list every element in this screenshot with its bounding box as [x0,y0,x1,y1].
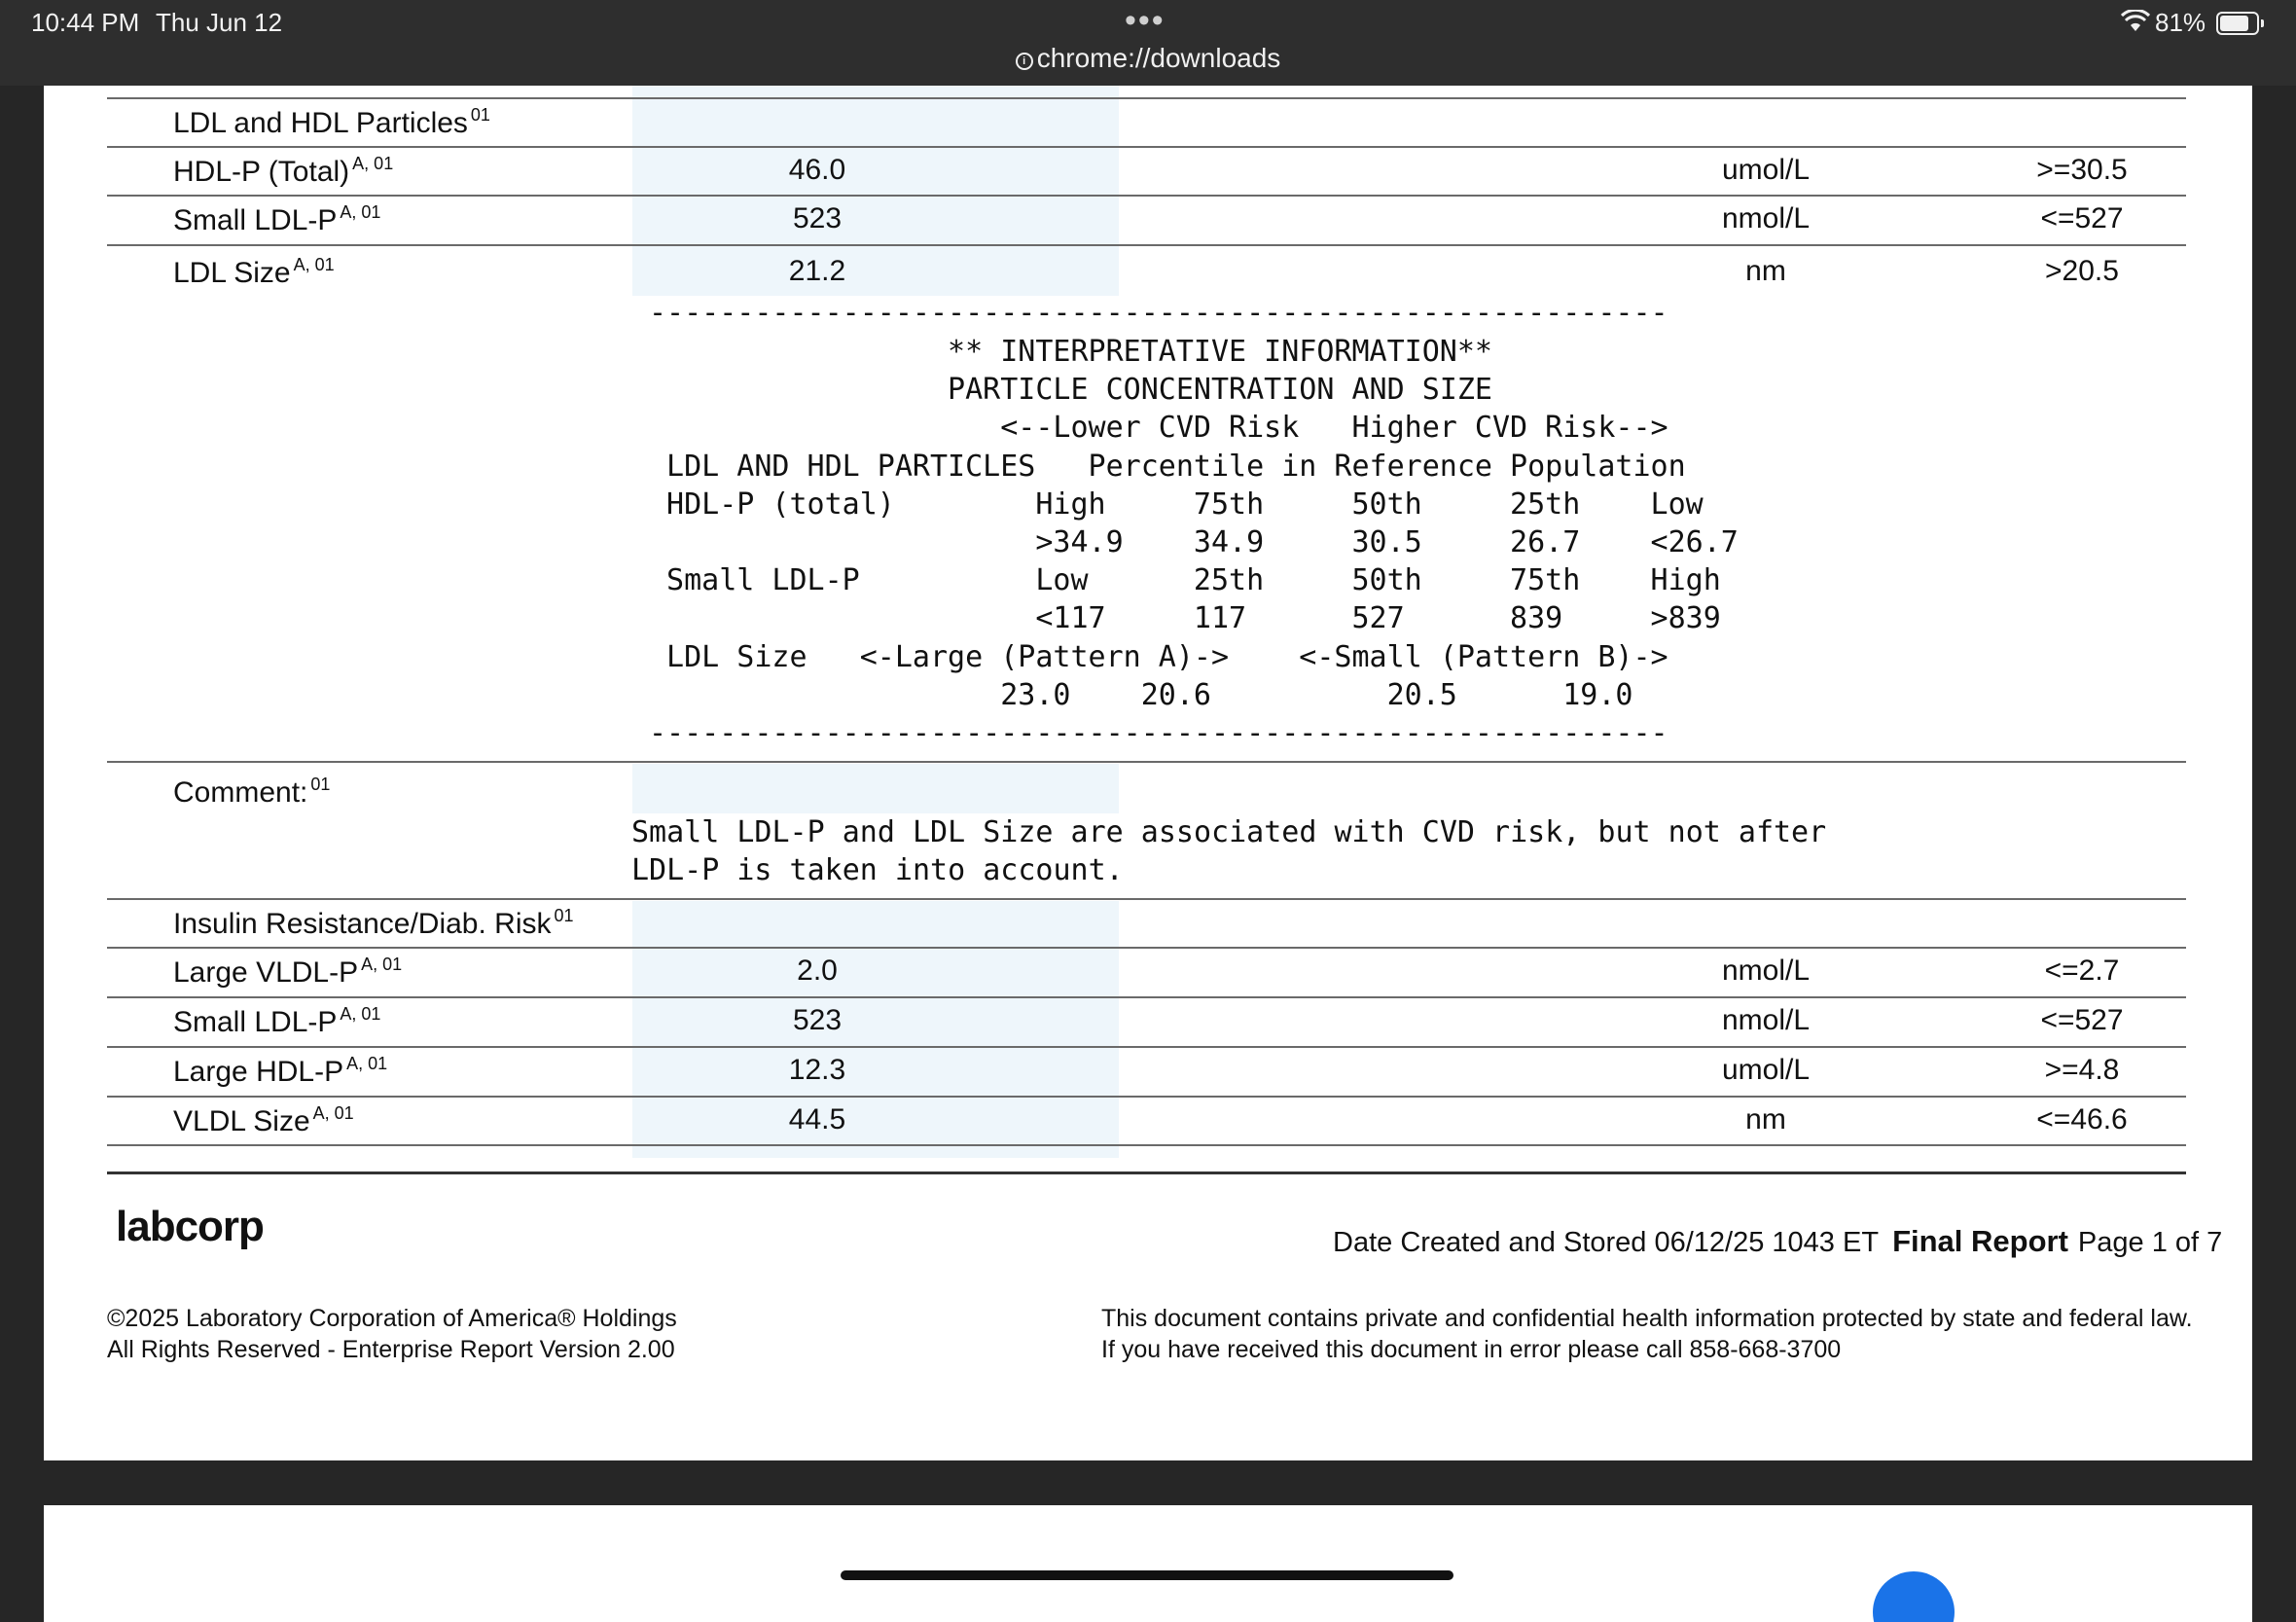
test-name: Large HDL-P $^{A, 01}$ [173,1054,388,1088]
test-units: nmol/L [1721,1004,1811,1036]
result-row [44,947,2252,993]
test-value: 46.0 [788,154,846,186]
test-value: 2.0 [797,955,838,987]
interpretive-line: HDL-P (total) High 75th 50th 25th Low [649,487,1704,522]
result-row [44,247,2252,294]
reference-range: <=527 [2040,1004,2124,1036]
result-row [44,195,2252,241]
reference-range: >20.5 [2045,255,2119,287]
interpretive-dashes-bottom: ---------------------------------------------------------- [649,716,1668,750]
test-units: nm [1745,1103,1786,1135]
clock-date: Thu Jun 12 [156,8,283,37]
info-icon[interactable]: i [1016,53,1033,70]
clock-time: 10:44 PM [31,8,140,37]
interpretive-line: 23.0 20.6 20.5 19.0 [649,678,1633,712]
labcorp-logo: labcorp [116,1203,264,1250]
result-row [44,996,2252,1043]
test-units: umol/L [1721,1054,1811,1086]
row-divider [107,761,2186,763]
test-name: VLDL Size $^{A, 01}$ [173,1103,354,1137]
test-name: Insulin Resistance/Diab. Risk $^{01}$ [173,906,574,940]
interpretive-line: >34.9 34.9 30.5 26.7 <26.7 [649,525,1739,559]
browser-status-bar [0,0,2296,86]
battery-icon [2216,12,2259,35]
comment-text: Small LDL-P and LDL Size are associated with CVD risk, but not after [631,815,1827,849]
result-row [44,97,2252,144]
reference-range: >=4.8 [2044,1054,2120,1086]
address-bar[interactable] [0,43,2296,74]
battery-percent: 81% [2155,8,2206,37]
reference-range: <=2.7 [2044,955,2120,987]
test-name: LDL Size $^{A, 01}$ [173,255,335,289]
page-info: Page 1 of 7 [2077,1227,2223,1258]
footer-divider [107,1171,2186,1174]
interpretive-line: LDL AND HDL PARTICLES Percentile in Reference Population [649,450,1686,484]
date-created: Date Created and Stored 06/12/25 1043 ET [1333,1227,1880,1258]
test-value: 44.5 [788,1103,846,1135]
interpretive-line: <--Lower CVD Risk Higher CVD Risk--> [649,411,1668,445]
report-date-line [1333,1224,2222,1259]
final-report-label: Final Report [1892,1224,2068,1258]
test-units: nmol/L [1721,955,1811,987]
result-row [44,1096,2252,1142]
report-page [44,86,2252,1460]
result-row [44,1046,2252,1093]
copyright-line: ©2025 Laboratory Corporation of America® Holdings [107,1305,677,1332]
copyright-line: All Rights Reserved - Enterprise Report Version 2.00 [107,1336,675,1363]
result-row [44,146,2252,193]
multitasking-dots-icon[interactable]: ••• [1125,2,1166,39]
test-units: nmol/L [1721,202,1811,234]
reference-range: <=46.6 [2036,1103,2128,1135]
test-name: Small LDL-P $^{A, 01}$ [173,1004,381,1038]
comment-label: Comment: $^{01}$ [173,775,331,809]
logo-icon [1873,1571,1955,1622]
row-divider [107,1144,2186,1146]
battery-fill [2220,16,2248,31]
row-divider [107,244,2186,246]
interpretive-dashes-top: ---------------------------------------------------------- [649,296,1668,330]
test-value: 523 [792,202,843,234]
next-report-page [44,1505,2252,1622]
test-value: 12.3 [788,1054,846,1086]
test-value: 523 [792,1004,843,1036]
test-name: Large VLDL-P $^{A, 01}$ [173,955,403,989]
interpretive-line: LDL Size <-Large (Pattern A)-> <-Small (Pattern B)-> [649,640,1668,674]
test-units: nm [1745,255,1786,287]
test-name: Small LDL-P $^{A, 01}$ [173,202,381,236]
url-text[interactable]: chrome://downloads [1036,43,1281,73]
interpretive-line: PARTICLE CONCENTRATION AND SIZE [649,373,1492,407]
comment-row [44,767,2252,813]
comment-text: LDL-P is taken into account. [631,853,1124,887]
battery-tip [2261,19,2264,27]
interpretive-line: <117 117 527 839 >839 [649,601,1721,635]
confidential-notice: This document contains private and confidential health information protected by state and federal law. [1101,1305,2193,1332]
home-indicator[interactable] [841,1570,1453,1580]
test-name: LDL and HDL Particles $^{01}$ [173,105,490,139]
interpretive-line: ** INTERPRETATIVE INFORMATION** [649,335,1492,369]
confidential-notice: If you have received this document in error please call 858-668-3700 [1101,1336,1842,1363]
wifi-icon [2121,10,2150,38]
reference-range: <=527 [2040,202,2124,234]
test-value: 21.2 [788,255,846,287]
interpretive-line: Small LDL-P Low 25th 50th 75th High [649,563,1721,597]
test-units: umol/L [1721,154,1811,186]
reference-range: >=30.5 [2036,154,2128,186]
test-name: HDL-P (Total) $^{A, 01}$ [173,154,394,188]
result-row [44,898,2252,945]
